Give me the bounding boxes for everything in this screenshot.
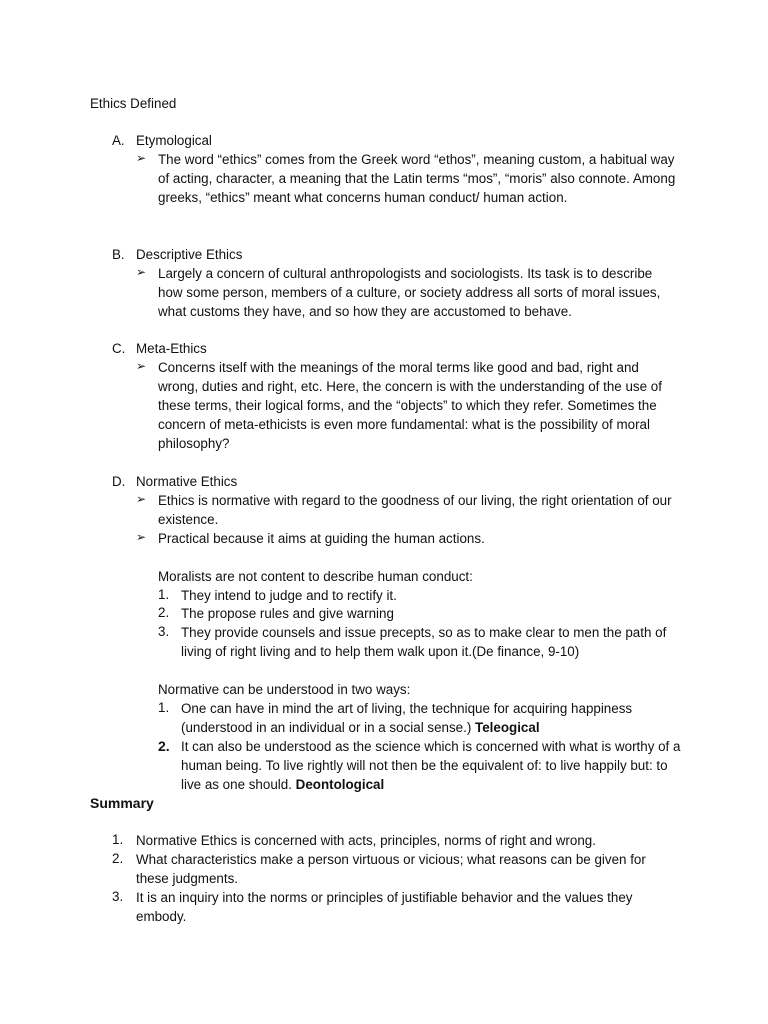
bullet-text: The word “ethics” comes from the Greek word “ethos”, meaning custom, a habitual way of acting, character, a meaning that the Latin terms “mos”, “moris” also connote. Among greeks, “ethics” meant what concerns human conduct/ human action. (158, 151, 676, 205)
deontological-tag: Deontological (295, 776, 385, 792)
section-d (0, 473, 768, 795)
numbered-item (0, 889, 768, 927)
item-number: 2. (158, 737, 170, 754)
numbered-item (0, 738, 768, 795)
numbered-item (0, 851, 768, 889)
summary-heading: Summary (90, 795, 154, 811)
normative-intro: Normative can be understood in two ways: (158, 682, 411, 698)
item-text: It is an inquiry into the norms or principles of justifiable behavior and the values they embody. (136, 889, 633, 924)
section-a (0, 132, 768, 208)
item-number: 1. (158, 700, 170, 716)
arrow-bullet-icon: ➢ (136, 264, 147, 279)
section-heading: Meta-Ethics (136, 341, 207, 356)
section-c (0, 340, 768, 453)
arrow-bullet-icon: ➢ (136, 358, 147, 373)
teleogical-tag: Teleogical (475, 719, 540, 735)
document-title: Ethics Defined (90, 96, 177, 111)
item-text: It can also be understood as the science which is concerned with what is worthy of a human being. To live rightly will not then be the equivalent of: to live happily but: to live as one should. (181, 738, 681, 792)
section-letter: A. (112, 133, 125, 148)
item-text-wrap (181, 700, 681, 738)
item-number: 2. (158, 605, 170, 621)
numbered-item (0, 700, 768, 738)
section-b (0, 246, 768, 322)
section-letter: B. (112, 247, 125, 262)
item-text: What characteristics make a person virtuous or vicious; what reasons can be given for these judgments. (136, 851, 646, 886)
moralists-intro: Moralists are not content to describe human conduct: (158, 568, 473, 584)
item-number: 1. (112, 832, 124, 847)
item-text-wrap (181, 738, 681, 795)
item-text: They provide counsels and issue precepts, so as to make clear to men the path of living of right living and to help them walk upon it.(De finance, 9-10) (181, 625, 667, 660)
item-text: They intend to judge and to rectify it. (181, 587, 397, 603)
bullet-text: Largely a concern of cultural anthropologists and sociologists. Its task is to describe how some person, members of a culture, or society address all sorts of moral issues, what customs they have, and so how they are accustomed to behave. (158, 265, 661, 319)
bullet-item (0, 265, 768, 322)
bullet-text: Ethics is normative with regard to the goodness of our living, the right orientation of our existence. (158, 492, 672, 527)
item-text: The propose rules and give warning (181, 606, 394, 622)
numbered-item (0, 605, 768, 624)
section-heading: Normative Ethics (136, 474, 238, 489)
item-number: 2. (112, 850, 124, 866)
bullet-text: Concerns itself with the meanings of the moral terms like good and bad, right and wrong, duties and right, etc. Here, the concern is with the understanding of the use of these terms, their logical forms, and the “objects” to which they refer. Sometimes the concern of meta-ethicists is even more fundamental: what is the possibility of moral philosophy? (158, 359, 662, 451)
bullet-item (0, 530, 768, 549)
section-letter: C. (112, 341, 126, 356)
bullet-item (0, 359, 768, 454)
bullet-text: Practical because it aims at guiding the human actions. (158, 530, 485, 546)
bullet-item (0, 492, 768, 530)
arrow-bullet-icon: ➢ (136, 491, 147, 506)
section-letter: D. (112, 474, 126, 489)
numbered-item (0, 624, 768, 662)
numbered-item (0, 587, 768, 606)
summary-list (0, 832, 768, 927)
section-heading: Descriptive Ethics (136, 247, 243, 262)
arrow-bullet-icon: ➢ (136, 150, 147, 165)
item-number: 3. (112, 888, 124, 904)
bullet-item (0, 151, 768, 208)
item-number: 1. (158, 586, 170, 602)
arrow-bullet-icon: ➢ (136, 529, 147, 544)
numbered-item (0, 832, 768, 851)
section-heading: Etymological (136, 133, 212, 148)
item-text: Normative Ethics is concerned with acts, principles, norms of right and wrong. (136, 833, 596, 848)
item-text: One can have in mind the art of living, the technique for acquiring happiness (understood in an individual or in a social sense.) (181, 701, 633, 735)
item-number: 3. (158, 624, 170, 640)
